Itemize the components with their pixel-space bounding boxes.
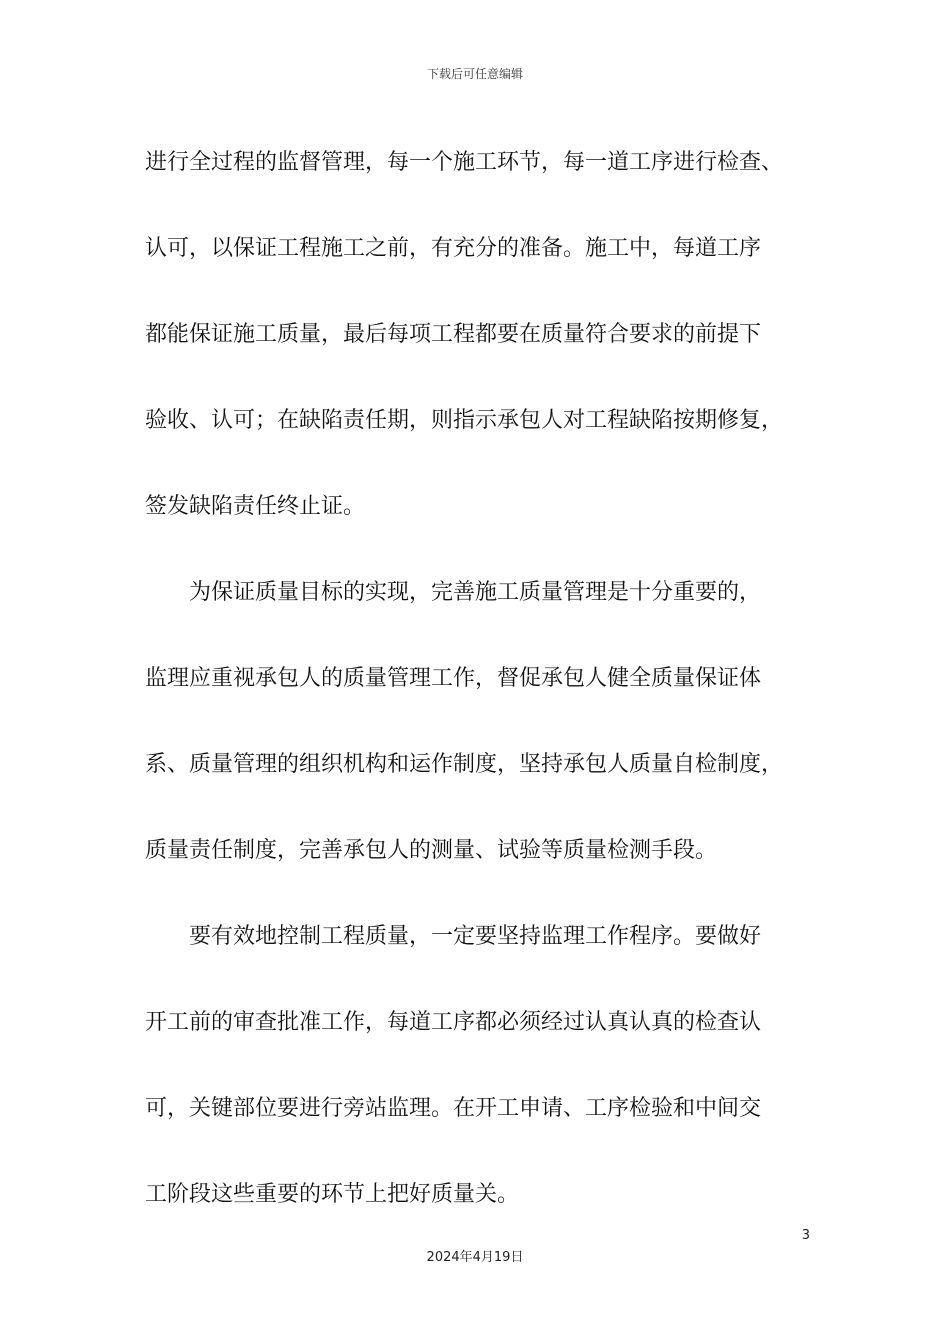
page-number: 3 (801, 1228, 810, 1243)
text-line: 监理应重视承包人的质量管理工作，督促承包人健全质量保证体 (145, 666, 762, 691)
document-body (145, 120, 825, 1238)
text-line: 签发缺陷责任终止证。 (145, 494, 366, 519)
text-line: 可，关键部位要进行旁站监理。在开工申请、工序检验和中间交 (145, 1096, 762, 1121)
text-line: 进行全过程的监督管理，每一个施工环节，每一道工序进行检查、 (145, 150, 784, 175)
text-line: 验收、认可；在缺陷责任期，则指示承包人对工程缺陷按期修复， (145, 408, 784, 433)
text-line: 系、质量管理的组织机构和运作制度，坚持承包人质量自检制度， (145, 752, 784, 777)
paragraph-1 (145, 120, 825, 550)
footer-date: 2024年4月19日 (426, 1250, 524, 1265)
text-line: 开工前的审查批准工作，每道工序都必须经过认真认真的检查认 (145, 1010, 762, 1035)
text-line: 为保证质量目标的实现，完善施工质量管理是十分重要的， (189, 580, 762, 605)
text-line: 要有效地控制工程质量，一定要坚持监理工作程序。要做好 (189, 924, 762, 949)
paragraph-3 (145, 894, 825, 1238)
text-line: 认可，以保证工程施工之前，有充分的准备。施工中，每道工序 (145, 236, 762, 261)
paragraph-2 (145, 550, 825, 894)
text-line: 都能保证施工质量，最后每项工程都要在质量符合要求的前提下 (145, 322, 762, 347)
page-header: 下载后可任意编辑 (426, 67, 523, 81)
text-line: 质量责任制度，完善承包人的测量、试验等质量检测手段。 (145, 838, 718, 863)
text-line: 工阶段这些重要的环节上把好质量关。 (145, 1182, 520, 1207)
